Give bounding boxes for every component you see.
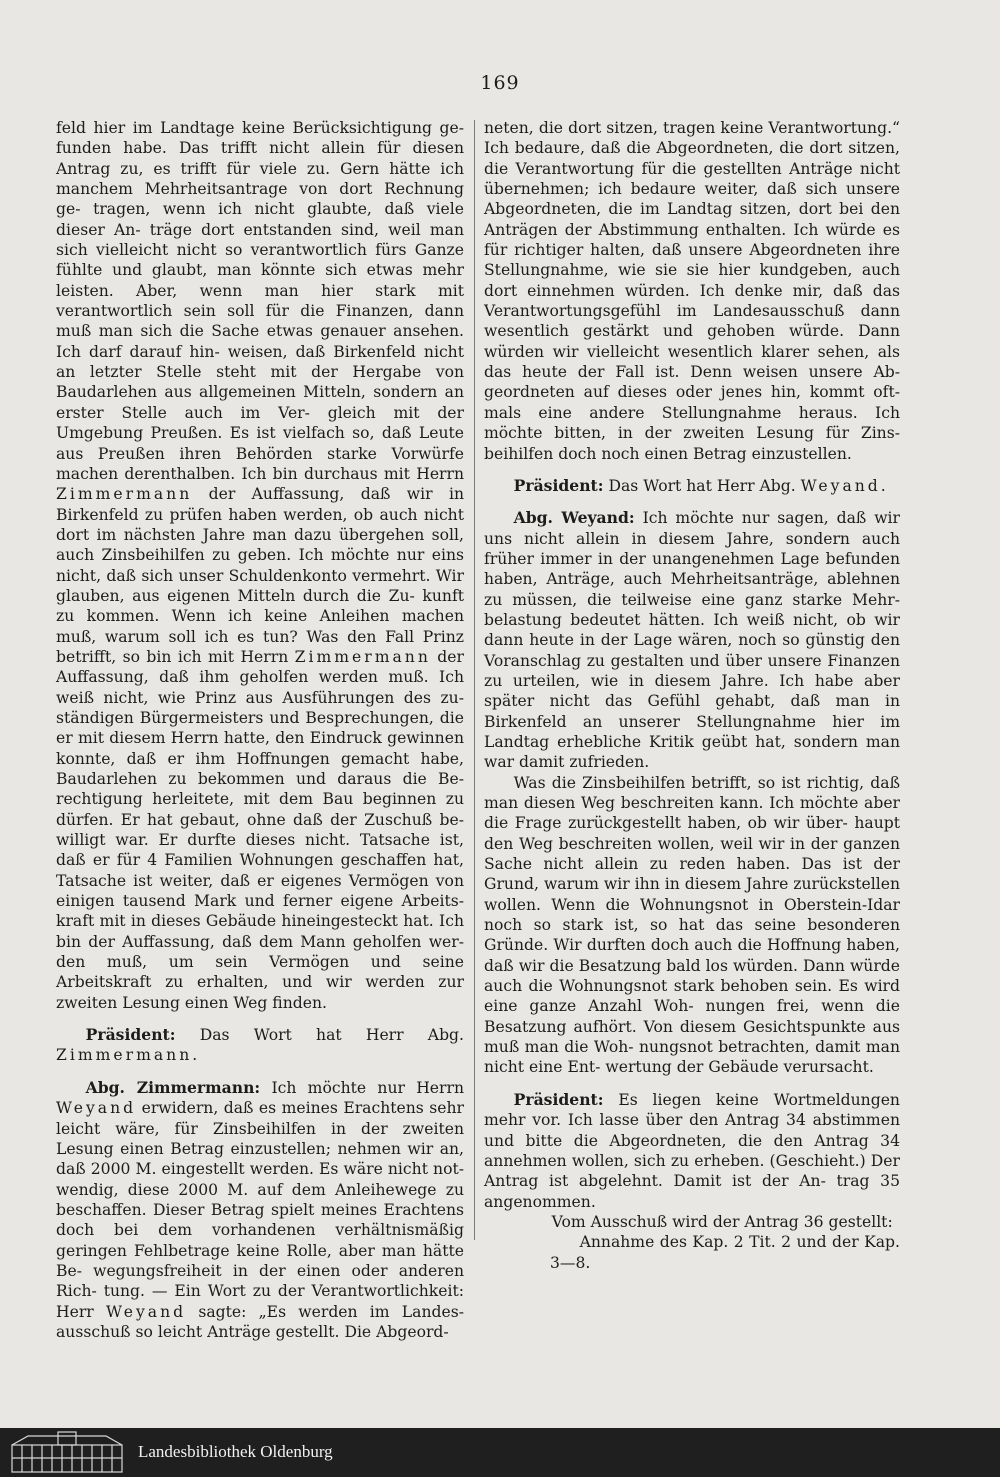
weyand-paragraph: Abg. Weyand: Ich möchte nur sagen, daß wir uns nicht allein in diesem Jahre, sondern auch früher immer in der unangenehmen Lage befunden haben, Anträge, auch Mehrheitsanträge, ablehnen zu müssen, die teilweise eine ganz starke Mehr- belastung bedeutet hätten. Ich weiß nicht, ob wir dann heute in der Lage wären, noch so günstig den Voranschlag zu gestalten und über unsere Finanzen zu urteilen, wie in diesem Jahre. Ich habe aber später nicht das Gefühl gehabt, daß man in Birkenfeld an unserer Stellungnahme hier im Landtag erhebliche Kritik geübt hat, sondern man war damit zufrieden. [484,508,900,772]
footer-bar [0,1428,1000,1477]
zimmermann-paragraph: Abg. Zimmermann: Ich möchte nur Herrn Weyand erwidern, daß es meines Erachtens sehr leicht wäre, für Zinsbeihilfen in der zweiten Lesung einen Betrag einzustellen; nehmen wir an, daß 2000 M. eingestellt werden. Es wäre nicht not- wendig, diese 2000 M. auf dem Anleihewege zu beschaffen. Dieser Betrag spielt meines Erachtens doch bei dem vorhandenen verhältnismäßig geringen Fehlbetrage keine Rolle, aber man hätte Be- wegungsfreiheit in der einen oder anderen Rich- tung. — Ein Wort zu der Verantwortlichkeit: Herr Weyand sagte: „Es werden im Landes- ausschuß so leicht Anträge gestellt. Die Abgeord- [56,1077,464,1341]
page-number: 169 [480,72,520,94]
president-paragraph: Präsident: Das Wort hat Herr Abg. Zimmermann. [56,1025,464,1065]
speaker-label: Abg. Weyand: [513,508,635,528]
left-column [56,118,464,1342]
library-building-icon [8,1431,126,1474]
motion-intro: Vom Ausschuß wird der Antrag 36 gestellt: [551,1212,893,1231]
president-paragraph: Präsident: Es liegen keine Wortmeldungen mehr vor. Ich lasse über den Antrag 34 abstimmen und bitte die Abgeordneten, die den Antrag 34 annehmen wollen, sich zu erheben. (Geschieht.) Der Antrag ist abgelehnt. Damit ist der An- trag 35 angenommen. [484,1089,900,1211]
library-name: Landesbibliothek Oldenburg [138,1442,333,1461]
paragraph: feld hier im Landtage keine Berücksichtigung ge- funden habe. Das trifft nicht allein für diesen Antrag zu, es trifft für viele zu. Gern hätte ich manchem Mehrheitsantrage von dort Rechnung ge- tragen, wenn ich nicht glaubte, daß viele dieser An- träge dort entstanden sind, weil man sich vielleicht nicht so verantwortlich fürs Ganze fühlte und glaubt, man könnte sich etwas mehr leisten. Aber, wenn man hier stark mit verantwortlich sein soll für die Finanzen, dann muß man sich die Sache etwas genauer ansehen. Ich darf darauf hin- weisen, daß Birkenfeld nicht an letzter Stelle steht mit der Hergabe von Baudarlehen aus allgemeinen Mitteln, sondern an erster Stelle auch im Ver- gleich mit der Umgebung Preußen. Es ist vielfach so, daß Leute aus Preußen ihren Behörden starke Vorwürfe machen derenthalben. Ich bin durchaus mit Herrn Zimmermann der Auffassung, daß wir in Birkenfeld zu prüfen haben werden, ob auch nicht dort im nächsten Jahre man dazu übergehen soll, auch Zinsbeihilfen zu geben. Ich möchte nur eins nicht, daß sich unser Schuldenkonto vermehrt. Wir glauben, aus eigenen Mitteln durch die Zu- kunft zu kommen. Wenn ich keine Anleihen machen muß, warum soll ich es tun? Was den Fall Prinz betrifft, so bin ich mit Herrn Zimmermann der Auffassung, daß ihm geholfen werden muß. Ich weiß nicht, wie Prinz aus Ausführungen des zu- ständigen Bürgermeisters und Besprechungen, die er mit diesem Herrn hatte, den Eindruck gewinnen konnte, daß er ihm Hoffnungen gemacht habe, Baudarlehen zu bekommen und daraus die Be- rechtigung herleitete, mit dem Bau beginnen zu dürfen. Er hat gebaut, ohne daß der Zuschuß be- willigt war. Er durfte dieses nicht. Tatsache ist, daß er für 4 Familien Wohnungen geschaffen hat, Tatsache ist weiter, daß er eigenes Vermögen von einigen tausend Mark und ferner eigene Arbeits- kraft mit in dieses Gebäude hineingesteckt hat. Ich bin der Auffassung, daß dem Mann geholfen wer- den muß, um sein Vermögen und seine Arbeitskraft zu erhalten, und wir werden zur zweiten Lesung einen Weg finden. [56,119,464,1012]
column-divider [474,120,475,1240]
motion-item: Annahme des Kap. 2 Tit. 2 und der Kap. 3—8. [550,1233,900,1272]
speaker-label: Präsident: [513,475,604,495]
speaker-label: Präsident: [513,1089,604,1109]
right-column [484,118,900,1273]
speaker-label: Präsident: [85,1025,176,1045]
president-paragraph: Präsident: Das Wort hat Herr Abg. Weyand. [513,475,889,495]
speaker-label: Abg. Zimmermann: [85,1077,261,1097]
paragraph: Was die Zinsbeihilfen betrifft, so ist richtig, daß man diesen Weg beschreiten kann. Ich möchte aber die Frage zurückgestellt haben, ob wir über- haupt den Weg beschreiten wollen, weil wir in der ganzen Sache nicht allein zu reden haben. Das ist der Grund, warum wir ihn in diesem Jahre zurückstellen wollen. Wenn die Wohnungsnot in Oberstein-Idar noch so stark ist, so hat das seine besonderen Gründe. Wir durften doch auch die Hoffnung haben, daß wir die Besatzung bald los würden. Dann würde auch die Wohnungsnot stark behoben sein. Es wird eine ganze Anzahl Woh- nungen frei, wenn die Besatzung aufhört. Von diesem Gesichtspunkte aus muß man die Woh- nungsnot betrachten, damit man nicht eine Ent- wertung der Gebäude verursacht. [484,773,900,1077]
paragraph: neten, die dort sitzen, tragen keine Verantwortung.“ Ich bedaure, daß die Abgeordneten, die dort sitzen, die Verantwortung für die gestellten Anträge nicht übernehmen; ich bedaure weiter, daß sich unsere Abgeordneten, die im Landtag sitzen, dort bei den Anträgen der Abstimmung enthalten. Ich würde es für richtiger halten, daß unsere Abgeordneten ihre Stellungnahme, wie sie sie hier kundgeben, auch dort einnehmen würden. Ich denke mir, daß das Verantwortungsgefühl im Landesausschuß dann wesentlich gestärkt und gehoben würde. Dann würden wir vielleicht wesentlich klarer sehen, als das heute der Fall ist. Denn weisen unsere Ab- geordneten auf dieses oder jenes hin, kommt oft- mals eine andere Stellungnahme heraus. Ich möchte bitten, in der zweiten Lesung für Zins- beihilfen doch noch einen Betrag einzustellen. [484,119,900,463]
